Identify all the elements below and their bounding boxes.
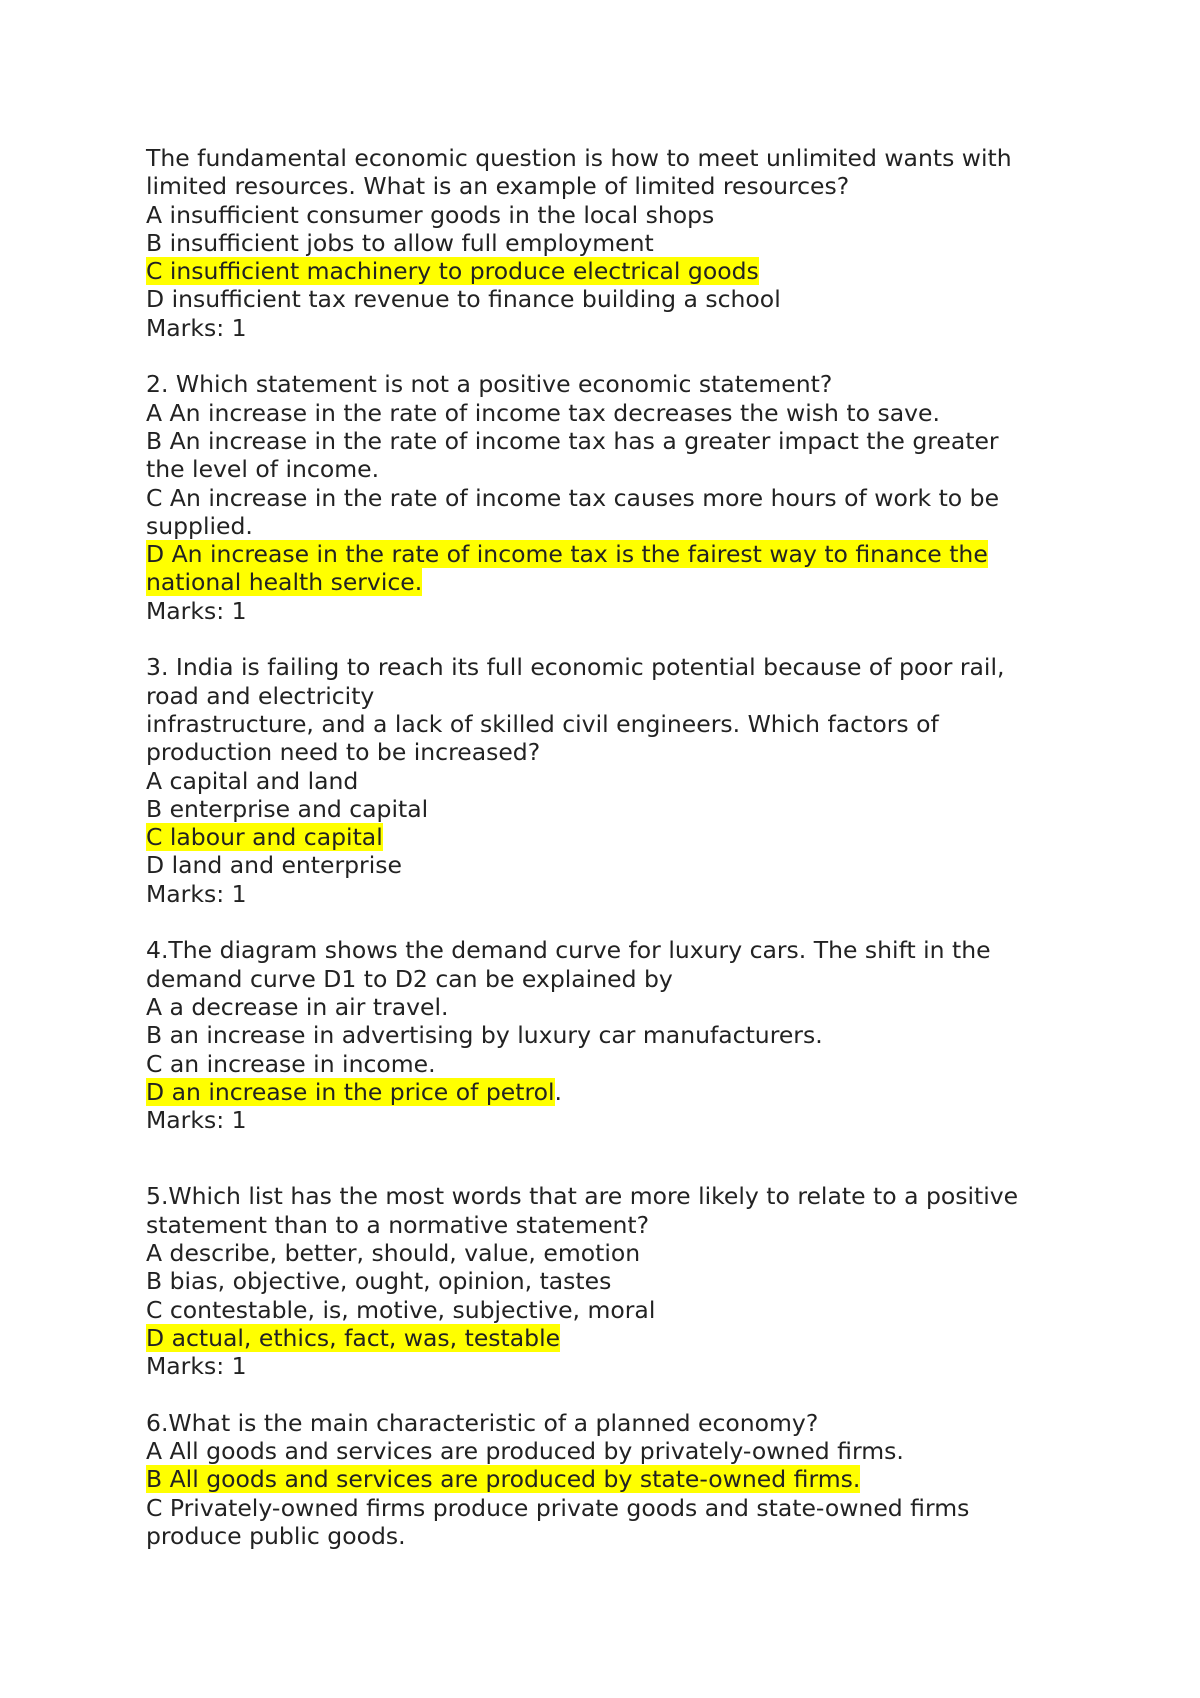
question-6-option-c-line-2: produce public goods. (146, 1521, 406, 1550)
question-4-option-c: C an increase in income. (146, 1049, 436, 1078)
question-3-option-c-answer: C labour and capital (146, 823, 383, 852)
question-4-option-d-period: . (554, 1077, 562, 1106)
question-6-stem: 6.What is the main characteristic of a planned economy? (146, 1408, 819, 1437)
question-2-option-c-line-2: supplied. (146, 511, 253, 540)
question-2 (146, 370, 1086, 625)
question-1-stem-line-1: The fundamental economic question is how to meet unlimited wants with (146, 144, 1012, 172)
question-3-stem-line-3: infrastructure, and a lack of skilled civil engineers. Which factors of (146, 709, 939, 738)
question-3-stem-line-2: road and electricity (146, 681, 375, 710)
question-6-option-c-line-1: C Privately-owned firms produce private goods and state-owned firms (146, 1493, 970, 1522)
question-3-option-a: A capital and land (146, 766, 359, 795)
question-4-stem-line-1: 4.The diagram shows the demand curve for luxury cars. The shift in the (146, 936, 991, 965)
question-2-option-c-line-1: C An increase in the rate of income tax causes more hours of work to be (146, 483, 1000, 512)
question-4 (146, 936, 1086, 1134)
question-3-marks: Marks: 1 (146, 879, 247, 908)
document-page (146, 144, 1086, 1550)
question-2-option-b-line-2: the level of income. (146, 455, 380, 484)
question-2-stem: 2. Which statement is not a positive economic statement? (146, 370, 833, 399)
question-5-stem-line-1: 5.Which list has the most words that are more likely to relate to a positive (146, 1182, 1019, 1211)
question-3-stem-line-1: 3. India is failing to reach its full economic potential because of poor rail, (146, 653, 1005, 682)
question-5-option-a: A describe, better, should, value, emotion (146, 1238, 641, 1267)
question-1-option-a: A insufficient consumer goods in the local shops (146, 200, 715, 229)
question-4-marks: Marks: 1 (146, 1106, 247, 1135)
question-3-stem-line-4: production need to be increased? (146, 738, 541, 767)
question-6-option-a: A All goods and services are produced by privately-owned firms. (146, 1437, 904, 1466)
question-2-marks: Marks: 1 (146, 596, 247, 625)
question-1-stem-line-2: limited resources. What is an example of limited resources? (146, 172, 850, 201)
question-2-option-d-answer-line-1: D An increase in the rate of income tax is the fairest way to finance the (146, 540, 988, 569)
question-3-option-b: B enterprise and capital (146, 794, 429, 823)
question-4-option-a: A a decrease in air travel. (146, 992, 449, 1021)
question-1-option-b: B insufficient jobs to allow full employment (146, 228, 654, 257)
question-1-option-d: D insufficient tax revenue to finance building a school (146, 285, 781, 314)
question-4-stem-line-2: demand curve D1 to D2 can be explained by (146, 964, 673, 993)
question-5 (146, 1182, 1086, 1380)
question-3 (146, 653, 1086, 908)
question-5-option-d-answer: D actual, ethics, fact, was, testable (146, 1323, 561, 1352)
question-6-option-b-answer: B All goods and services are produced by state-owned firms. (146, 1465, 861, 1494)
question-2-option-b-line-1: B An increase in the rate of income tax has a greater impact the greater (146, 426, 999, 455)
question-2-option-a: A An increase in the rate of income tax decreases the wish to save. (146, 398, 940, 427)
question-4-option-b: B an increase in advertising by luxury car manufacturers. (146, 1021, 823, 1050)
question-1 (146, 144, 1086, 342)
question-5-marks: Marks: 1 (146, 1352, 247, 1381)
question-1-marks: Marks: 1 (146, 313, 247, 342)
question-5-option-c: C contestable, is, motive, subjective, moral (146, 1295, 656, 1324)
question-5-stem-line-2: statement than to a normative statement? (146, 1210, 650, 1239)
question-5-option-b: B bias, objective, ought, opinion, tastes (146, 1267, 612, 1296)
question-4-option-d-answer: D an increase in the price of petrol (146, 1077, 555, 1106)
question-1-option-c-answer: C insufficient machinery to produce electrical goods (146, 257, 759, 286)
question-3-option-d: D land and enterprise (146, 851, 402, 880)
question-2-option-d-answer-line-2: national health service. (146, 568, 423, 597)
question-6 (146, 1409, 1086, 1550)
